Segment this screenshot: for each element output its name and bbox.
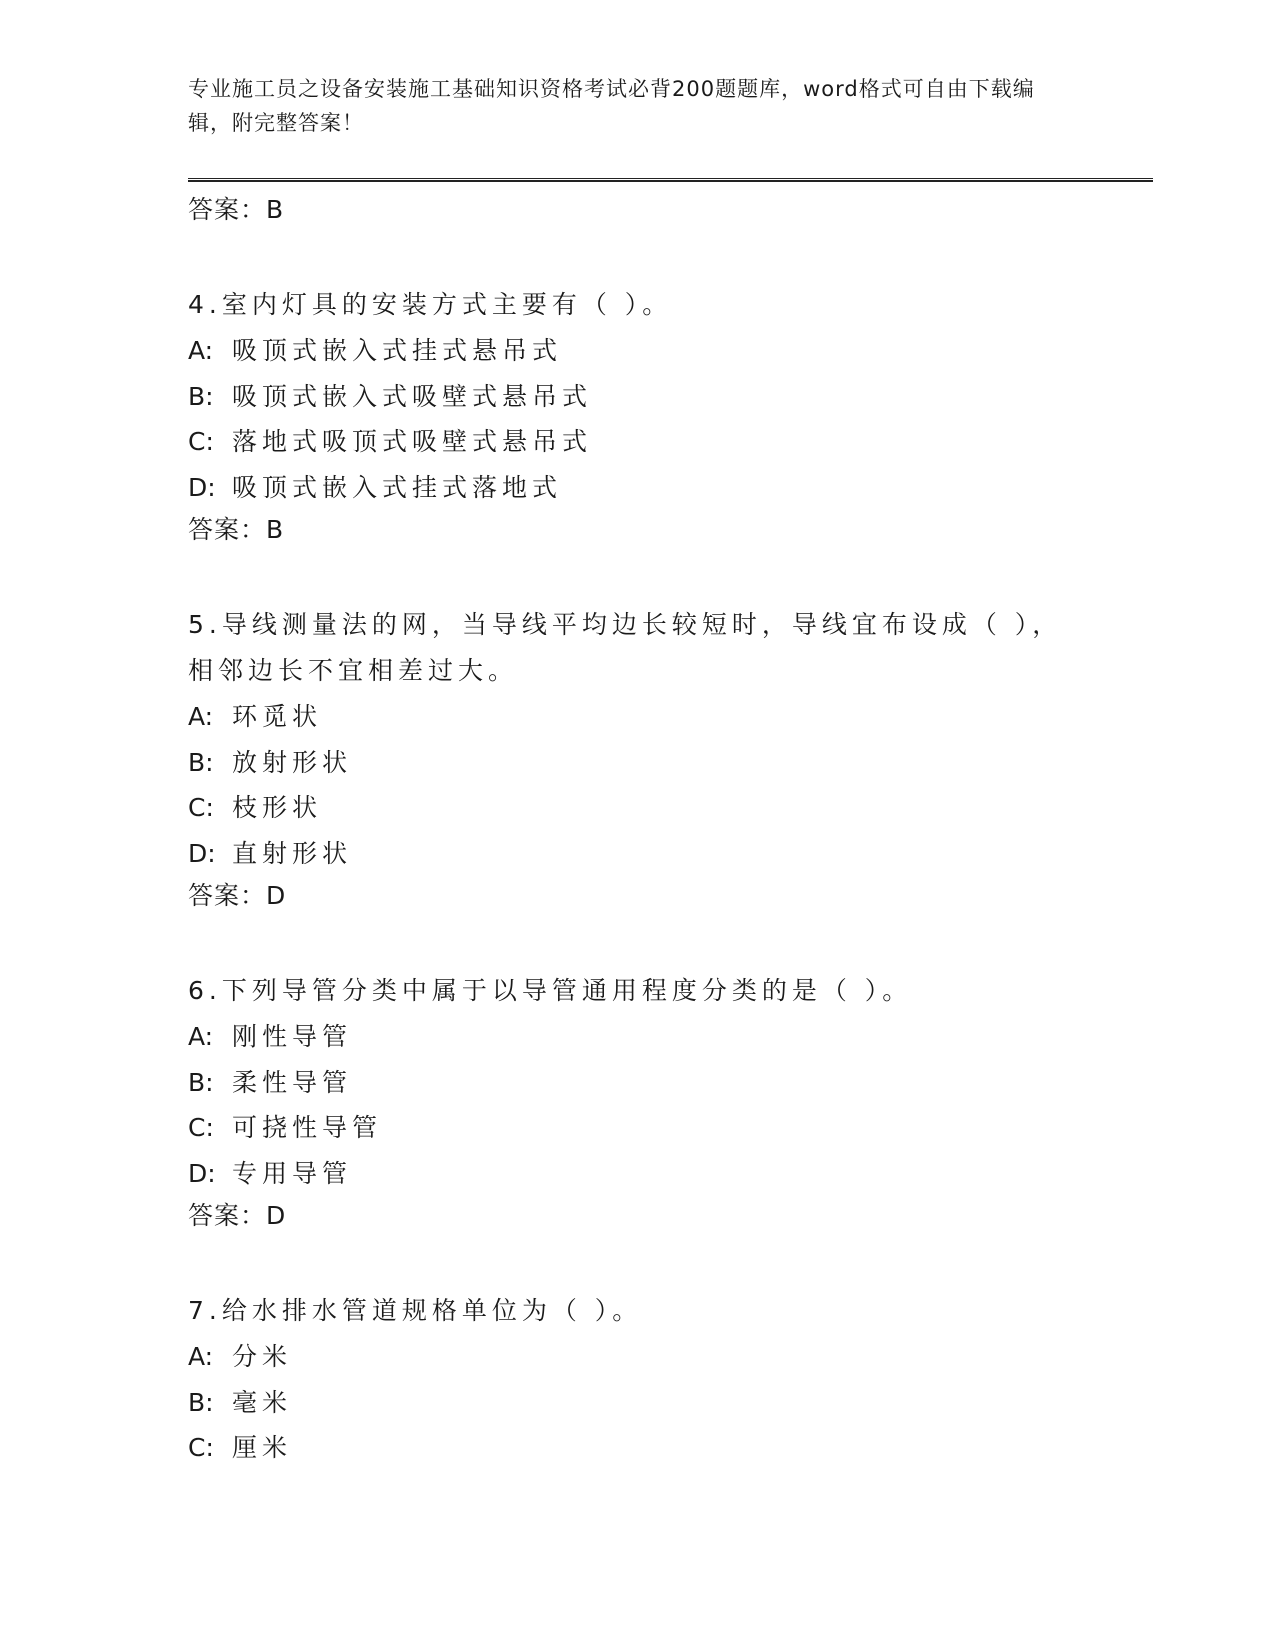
option-key: A:: [188, 702, 214, 731]
option-key: B:: [188, 381, 214, 411]
option-text: 枝形状: [232, 793, 323, 822]
option-text: 柔性导管: [232, 1067, 353, 1097]
option-key: B:: [188, 747, 214, 777]
question-text: 6.下列导管分类中属于以导管通用程度分类的是（ ）。: [188, 976, 913, 1005]
question-item: [188, 282, 1153, 550]
option-b: [188, 740, 1153, 786]
option-text: 可挠性导管: [232, 1113, 383, 1142]
option-text: 吸顶式嵌入式挂式悬吊式: [232, 336, 563, 365]
answer-line: 答案：D: [188, 881, 287, 910]
option-a: [188, 1334, 1153, 1380]
question-list: [188, 190, 1153, 1471]
option-key: C:: [188, 1433, 214, 1462]
document-header: 专业施工员之设备安装施工基础知识资格考试必背200题题库，word格式可自由下载编辑，附完整答案！: [188, 77, 1035, 135]
option-text: 专用导管: [232, 1158, 353, 1188]
option-key: A:: [188, 1342, 214, 1371]
question-text: 5.导线测量法的网，当导线平均边长较短时，导线宜布设成（ ），相邻边长不宜相差过大。: [188, 610, 1063, 685]
option-text: 厘米: [232, 1433, 293, 1462]
question-item: [188, 968, 1153, 1236]
answer-line: 答案：B: [188, 195, 285, 224]
option-d: [188, 831, 1153, 877]
option-key: D:: [188, 1158, 216, 1188]
option-b: [188, 374, 1153, 420]
question-item: [188, 1288, 1153, 1471]
option-text: 落地式吸顶式吸壁式悬吊式: [232, 427, 593, 456]
option-a: [188, 328, 1153, 374]
option-key: C:: [188, 793, 214, 822]
option-text: 放射形状: [232, 747, 353, 777]
option-d: [188, 465, 1153, 511]
option-key: D:: [188, 838, 216, 868]
option-text: 刚性导管: [232, 1022, 353, 1051]
option-a: [188, 1014, 1153, 1060]
option-key: A:: [188, 1022, 214, 1051]
header-divider: [188, 178, 1153, 182]
option-key: D:: [188, 472, 216, 502]
option-c: [188, 1425, 1153, 1471]
option-key: A:: [188, 336, 214, 365]
option-key: B:: [188, 1387, 214, 1417]
question-text: 7.给水排水管道规格单位为（ ）。: [188, 1296, 643, 1325]
option-d: [188, 1151, 1153, 1197]
answer-line: 答案：D: [188, 1201, 287, 1230]
option-text: 毫米: [232, 1387, 293, 1417]
option-key: C:: [188, 1113, 214, 1142]
question-item: [188, 602, 1153, 916]
option-a: [188, 694, 1153, 740]
option-c: [188, 1105, 1153, 1151]
option-text: 环觅状: [232, 702, 323, 731]
option-text: 吸顶式嵌入式吸壁式悬吊式: [232, 381, 593, 411]
option-key: C:: [188, 427, 214, 456]
option-text: 吸顶式嵌入式挂式落地式: [232, 472, 563, 502]
option-text: 分米: [232, 1342, 293, 1371]
question-text: 4.室内灯具的安装方式主要有（ ）。: [188, 290, 673, 319]
option-c: [188, 419, 1153, 465]
option-b: [188, 1060, 1153, 1106]
option-c: [188, 785, 1153, 831]
answer-line: 答案：B: [188, 515, 285, 544]
option-key: B:: [188, 1067, 214, 1097]
option-text: 直射形状: [232, 838, 353, 868]
option-b: [188, 1380, 1153, 1426]
